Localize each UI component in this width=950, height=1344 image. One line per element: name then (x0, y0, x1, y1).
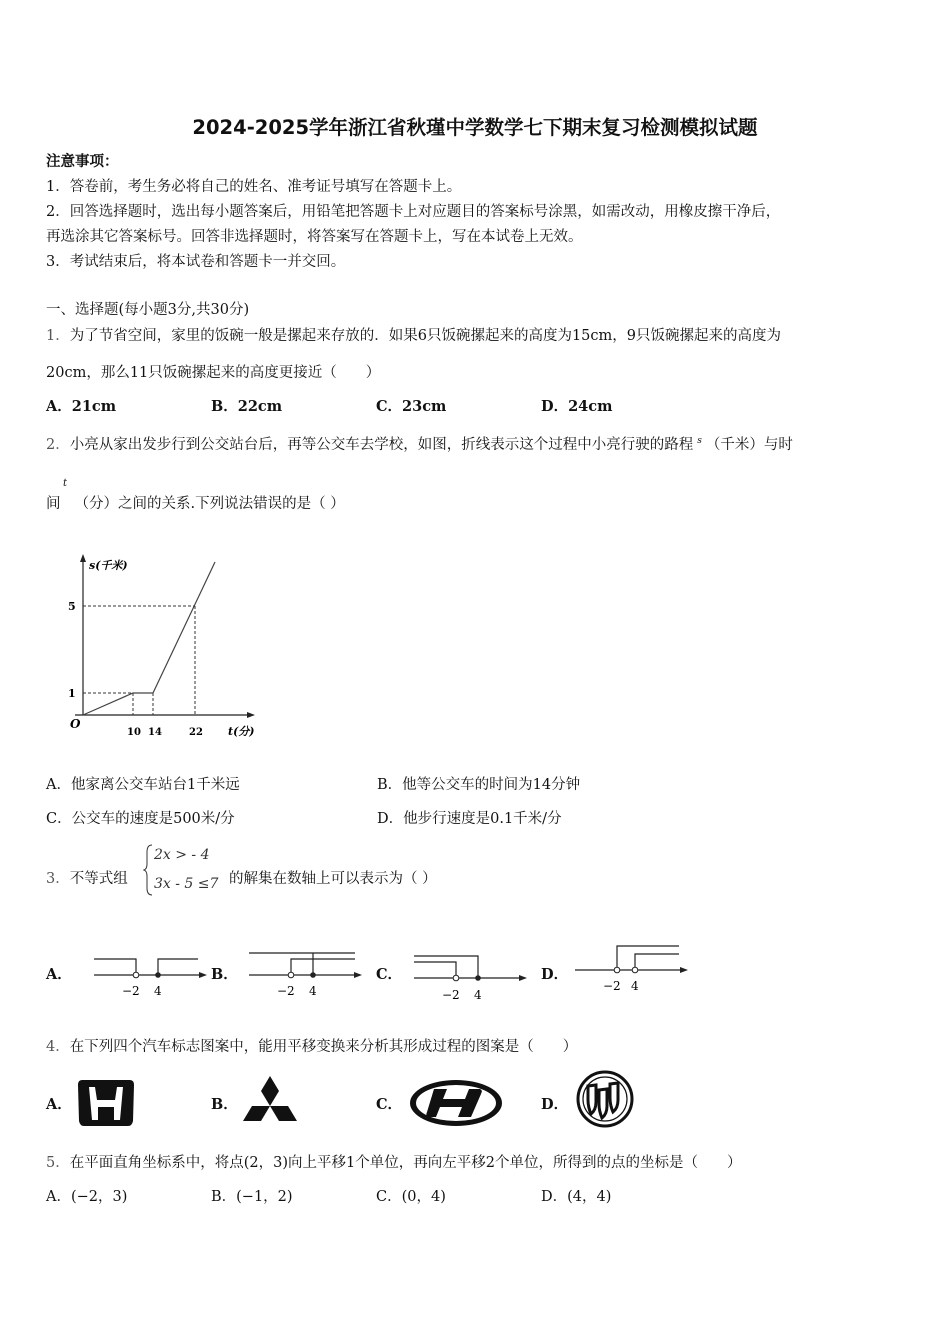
notice-item: 3．考试结束后，将本试卷和答题卡一并交回。 (46, 254, 346, 270)
question-text: 在下列四个汽车标志图案中，能用平移变换来分析其形成过程的图案是（ ） (69, 1039, 578, 1055)
notice-item: 再选涂其它答案标号。回答非选择题时，将答案写在答题卡上，写在本试卷上无效。 (46, 229, 583, 245)
question-text: 为了节省空间，家里的饭碗一般是摞起来存放的．如果6只饭碗摞起来的高度为15cm，9只饭碗摞起来的高度为 (69, 328, 782, 344)
page-title: 2024-2025学年浙江省秋瑾中学数学七下期末复习检测模拟试题 (192, 116, 758, 139)
inequality-1: 2x > - 4 (154, 847, 210, 863)
tick-label: 4 (474, 988, 482, 1002)
question-text: 的解集在数轴上可以表示为（ ） (229, 871, 437, 887)
question-number: 5． (46, 1155, 70, 1171)
notice-item: 1．答卷前，考生务必将自己的姓名、准考证号填写在答题卡上。 (46, 179, 462, 195)
option-d: D． (541, 966, 569, 983)
option-a: A．(−2，3) (46, 1189, 128, 1205)
question-number: 2． (46, 437, 70, 453)
option-d: D．他步行速度是0.1千米/分 (377, 811, 562, 827)
section-heading: 一、选择题(每小题3分,共30分) (46, 302, 250, 318)
tick-label: 4 (154, 984, 162, 998)
option-d: D．(4，4) (541, 1189, 612, 1205)
question-number: 1． (46, 328, 70, 344)
question-number: 4． (46, 1039, 70, 1055)
tick-label: 14 (148, 727, 162, 738)
question-5 (46, 1153, 741, 1173)
distance-time-graph (55, 552, 275, 752)
question-text: 小亮从家出发步行到公交站台后，再等公交车去学校，如图，折线表示这个过程中小亮行驶的路程 (69, 437, 694, 453)
option-a: A． (46, 1096, 72, 1113)
option-c: C．公交车的速度是500米/分 (46, 811, 235, 827)
question-3 (46, 869, 128, 889)
option-d: D． (541, 1096, 569, 1113)
tick-label: −2 (603, 979, 621, 993)
origin-label: O (70, 717, 81, 731)
question-1 (46, 326, 781, 346)
option-c: C． (376, 966, 403, 983)
hyundai-logo-icon (407, 1077, 505, 1129)
question-text: 20cm，那么11只饭碗摞起来的高度更接近（ ） (46, 365, 381, 381)
question-text: 在平面直角坐标系中，将点(2，3)向上平移1个单位，再向左平移2个单位，所得到的点的坐标是（ ） (69, 1155, 742, 1171)
option-a: A． (46, 966, 72, 983)
option-a: A．他家离公交车站台1千米远 (46, 777, 240, 793)
buick-logo-icon (576, 1069, 634, 1129)
question-2 (46, 431, 793, 455)
axis-label-y: s(千米) (89, 559, 128, 572)
option-c: C．(0，4) (376, 1189, 446, 1205)
axis-label-x: t(分) (228, 725, 255, 738)
tick-label: 5 (68, 600, 76, 613)
inequality-2: 3x - 5 ≤7 (154, 876, 219, 892)
option-b: B．他等公交车的时间为14分钟 (377, 777, 581, 793)
notice-item: 2．回答选择题时，选出每小题答案后，用铅笔把答题卡上对应题目的答案标号涂黑，如需改动，用橡皮擦干净后， (46, 204, 781, 220)
var-s: s (697, 436, 702, 446)
tick-label: 4 (631, 979, 639, 993)
number-line-a (90, 950, 210, 1000)
tick-label: −2 (442, 988, 460, 1002)
emphasis: 错误 (253, 496, 283, 512)
tick-label: 22 (189, 727, 203, 738)
option-d: D．24cm (541, 398, 613, 415)
option-b: B． (211, 966, 238, 983)
question-text: 间 （分）之间的关系.下列说法错误的是（ ） (46, 496, 345, 512)
number-line-b (245, 945, 370, 1000)
tick-label: −2 (122, 984, 140, 998)
tick-label: −2 (277, 984, 295, 998)
tick-label: 4 (309, 984, 317, 998)
var-t: t (63, 478, 68, 489)
notice-heading: 注意事项： (46, 153, 119, 170)
question-text: 不等式组 (69, 871, 128, 887)
tick-label: 10 (127, 727, 141, 738)
option-c: C．23cm (376, 398, 447, 415)
option-b: B． (211, 1096, 238, 1113)
option-b: B．22cm (211, 398, 283, 415)
option-a: A．21cm (46, 398, 117, 415)
number-line-c (410, 948, 535, 1003)
number-line-d (573, 938, 693, 996)
inequality-system (143, 842, 233, 898)
question-4 (46, 1037, 577, 1057)
tick-label: 1 (68, 687, 76, 700)
option-b: B．(−1，2) (211, 1189, 293, 1205)
question-number: 3． (46, 871, 70, 887)
question-text: （千米）与时 (705, 437, 793, 453)
honda-logo-icon (76, 1077, 136, 1129)
option-c: C． (376, 1096, 403, 1113)
mitsubishi-logo-icon (238, 1074, 302, 1130)
